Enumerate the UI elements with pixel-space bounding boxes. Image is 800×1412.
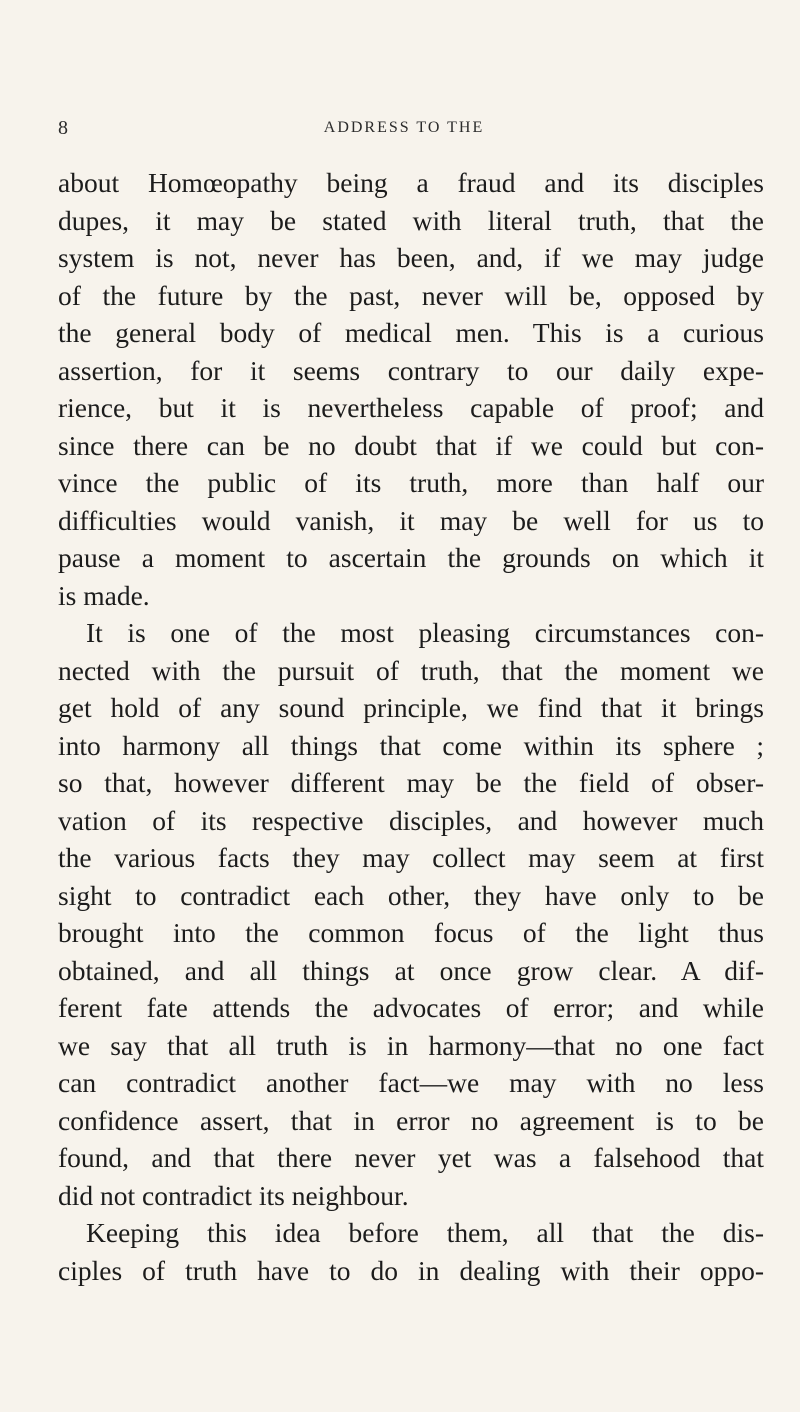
text-line: Keeping this idea before them, all that the dis- xyxy=(86,1217,764,1248)
text-line: rience, but it is nevertheless capable of proof; and xyxy=(58,392,764,423)
text-line: is made. xyxy=(58,579,150,611)
running-title: ADDRESS TO THE xyxy=(323,119,485,136)
text-line: found, and that there never yet was a falsehood that xyxy=(58,1142,764,1173)
text-line: about Homœopathy being a fraud and its disciples xyxy=(58,167,764,198)
text-line: confidence assert, that in error no agreement is to be xyxy=(58,1104,764,1136)
text-line: ferent fate attends the advocates of error; and while xyxy=(58,992,764,1023)
page-number: 8 xyxy=(58,117,68,139)
text-line: brought into the common focus of the light thus xyxy=(58,917,764,948)
text-line: did not contradict its neighbour. xyxy=(58,1179,409,1211)
text-line: into harmony all things that come within its sphere ; xyxy=(58,729,764,761)
text-line: dupes, it may be stated with literal truth, that the xyxy=(58,204,764,236)
text-line: of the future by the past, never will be, opposed by xyxy=(58,279,764,311)
text-line: nected with the pursuit of truth, that the moment we xyxy=(58,654,764,686)
text-line: since there can be no doubt that if we could but con- xyxy=(58,429,764,461)
text-line: assertion, for it seems contrary to our daily expe- xyxy=(58,354,764,386)
body-text xyxy=(58,164,764,1289)
text-line: the various facts they may collect may seem at first xyxy=(58,842,764,873)
text-line: the general body of medical men. This is a curious xyxy=(58,317,764,348)
text-line: system is not, never has been, and, if we may judge xyxy=(58,242,764,273)
text-line: sight to contradict each other, they have only to be xyxy=(58,879,764,911)
text-line: ciples of truth have to do in dealing with their oppo- xyxy=(58,1254,764,1286)
text-line: can contradict another fact—we may with no less xyxy=(58,1067,764,1098)
text-line: get hold of any sound principle, we find that it brings xyxy=(58,692,764,723)
text-line: difficulties would vanish, it may be well for us to xyxy=(58,504,764,536)
text-line: so that, however different may be the field of obser- xyxy=(58,767,764,798)
text-line: vince the public of its truth, more than half our xyxy=(58,467,764,498)
text-line: we say that all truth is in harmony—that no one fact xyxy=(58,1029,764,1061)
text-line: vation of its respective disciples, and however much xyxy=(58,804,764,836)
text-line: It is one of the most pleasing circumstances con- xyxy=(86,617,764,648)
text-line: pause a moment to ascertain the grounds on which it xyxy=(58,542,764,573)
running-head xyxy=(58,117,750,141)
text-line: obtained, and all things at once grow clear. A dif- xyxy=(58,954,764,986)
